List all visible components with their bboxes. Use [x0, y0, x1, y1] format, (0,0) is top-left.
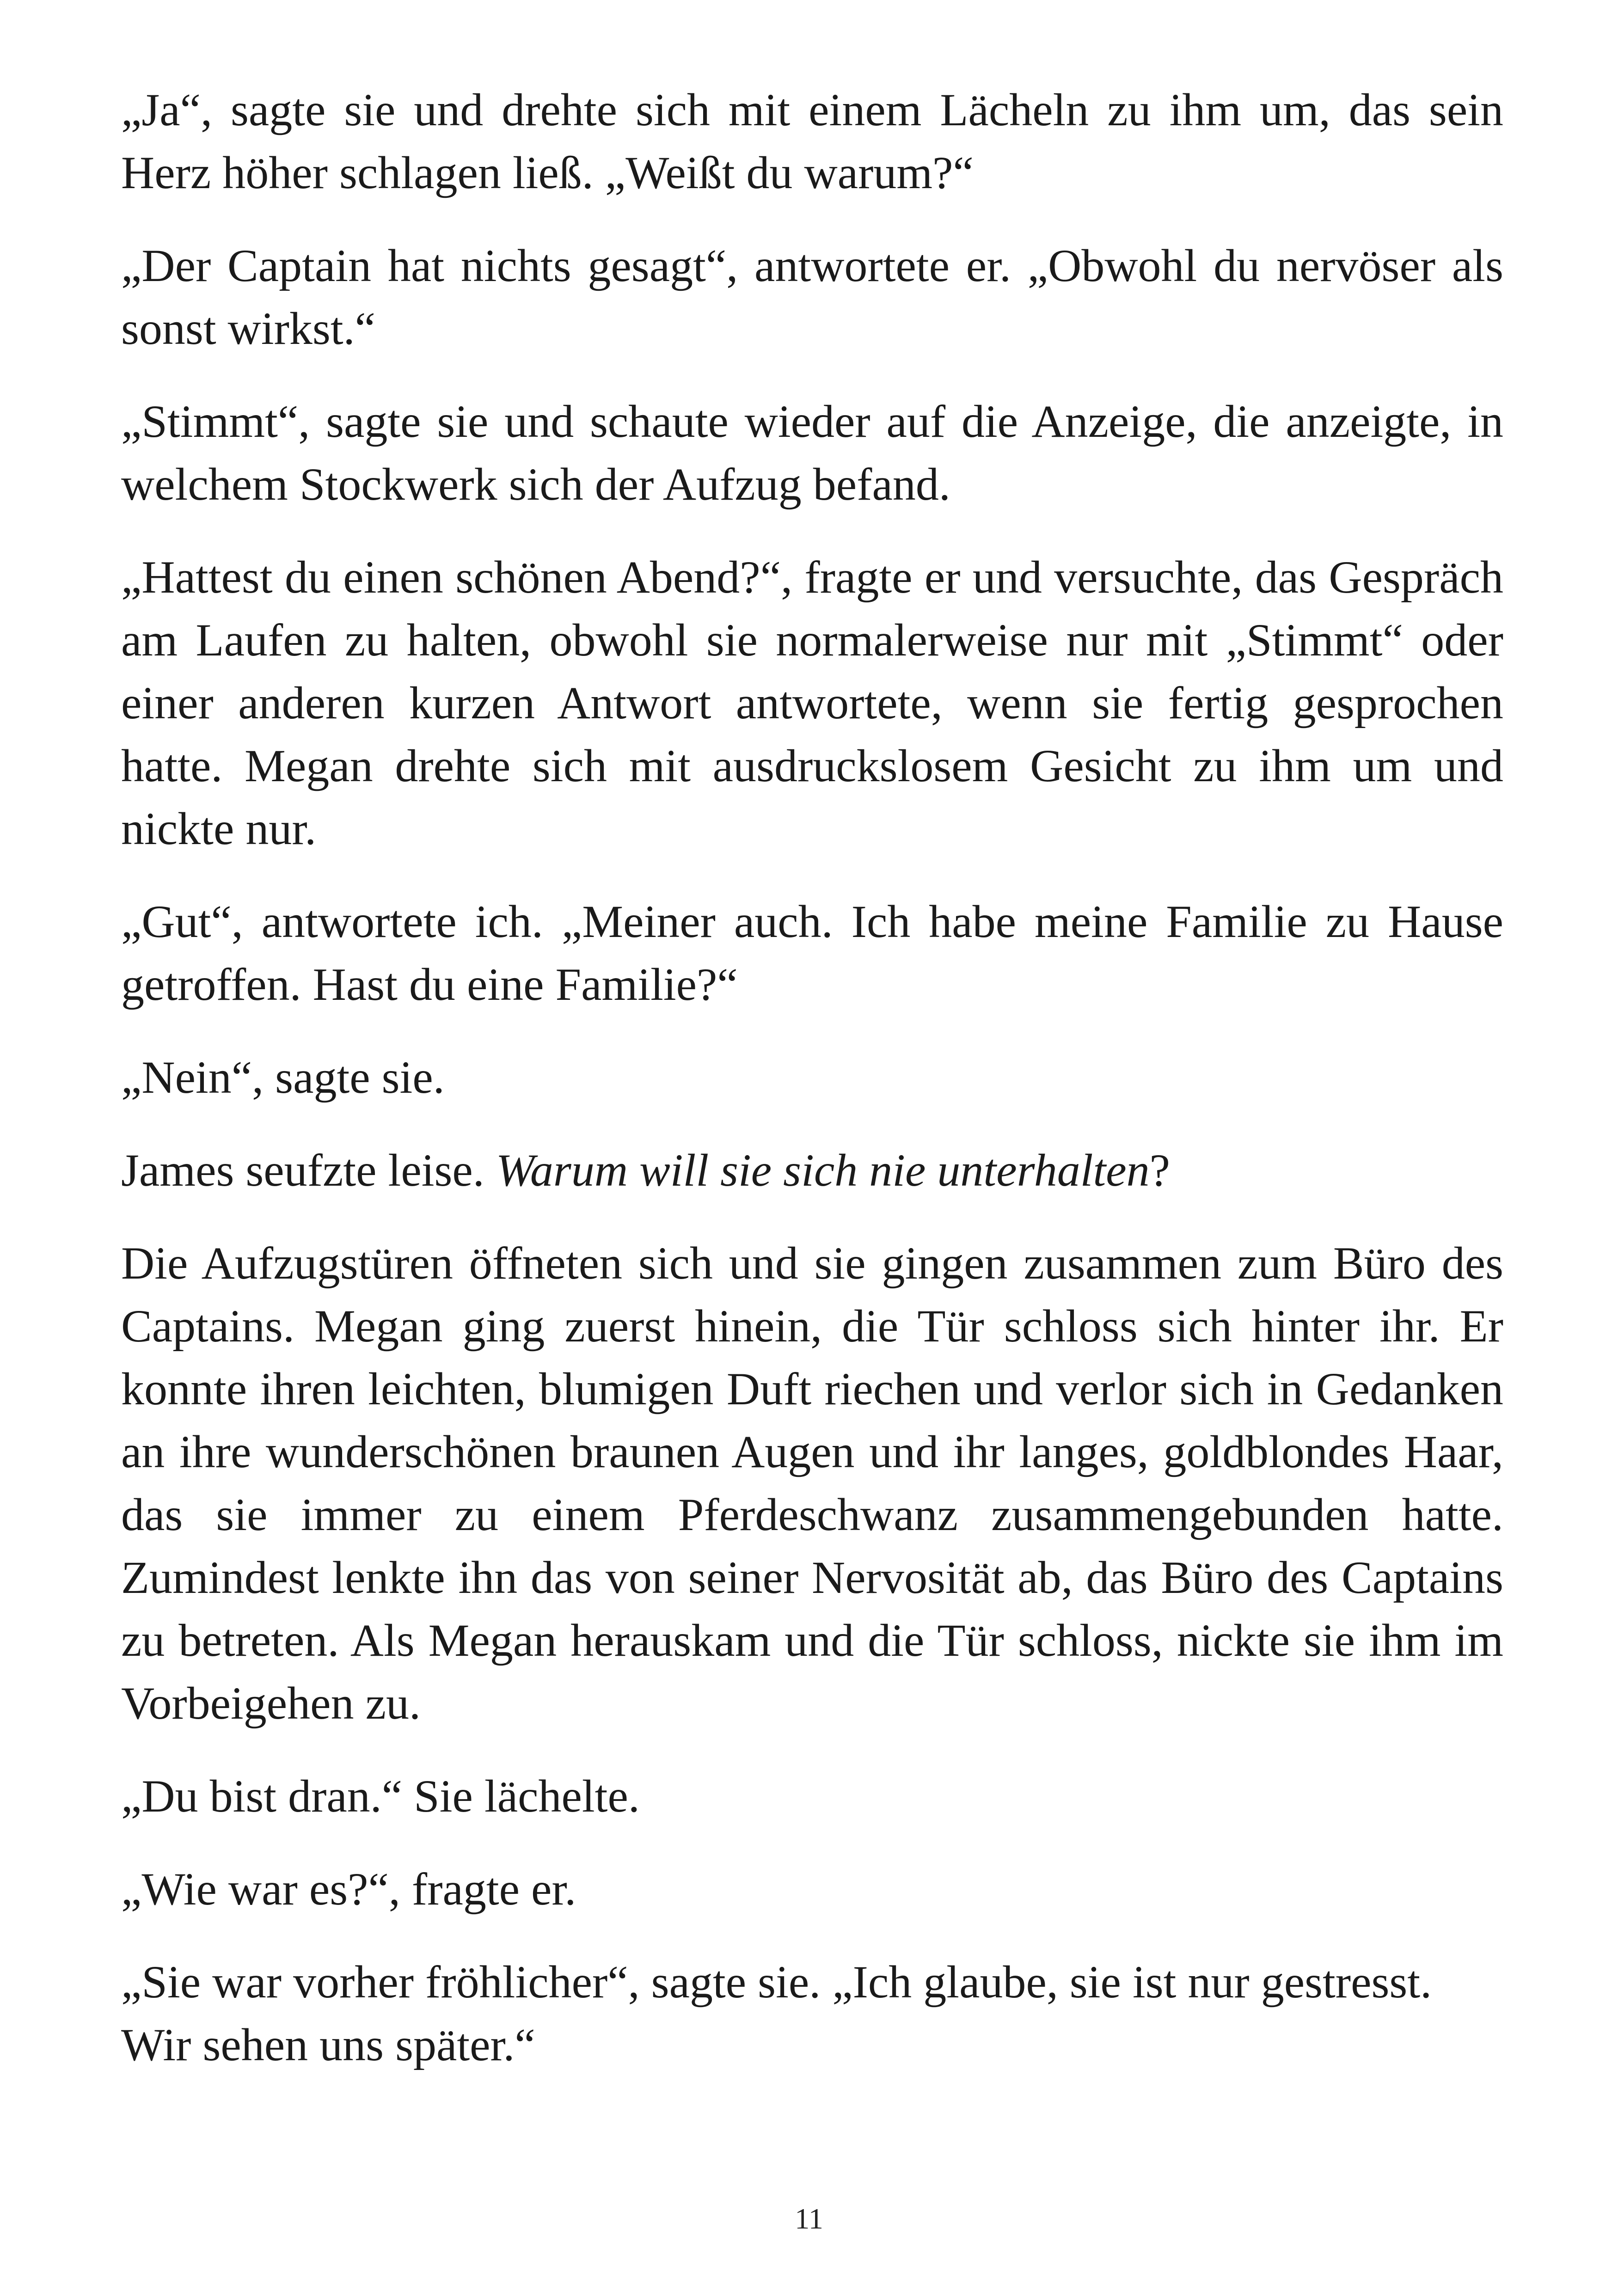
page-number: 11	[795, 2202, 823, 2235]
paragraph-10: „Wie war es?“, fragte er.	[121, 1863, 576, 1915]
paragraph-11: „Sie war vorher fröhlicher“, sagte sie. „Ich glaube, sie ist nur gestresst. Wir sehen uns später.“	[121, 1956, 1432, 2070]
paragraph-1: „Ja“, sagte sie und drehte sich mit einem Lächeln zu ihm um, das sein Herz höher schlagen ließ. „Weißt du warum?“	[121, 84, 1503, 198]
page-body	[121, 79, 1503, 2106]
paragraph-4: „Hattest du einen schönen Abend?“, fragte er und versuchte, das Gespräch am Laufen zu halten, obwohl sie normalerweise nur mit „Stimmt“ oder einer anderen kurzen Antwort antwortete, wenn sie fertig gesprochen hatte. Megan drehte sich mit ausdruckslosem Gesicht zu ihm um und nickte nur.	[121, 551, 1503, 854]
thought-tail: ?	[1149, 1145, 1171, 1196]
thought-italic: Warum will sie sich nie unterhalten	[496, 1145, 1150, 1196]
paragraph-7-thought	[121, 1139, 1503, 1202]
paragraph-5: „Gut“, antwortete ich. „Meiner auch. Ich habe meine Familie zu Hause getroffen. Hast du eine Familie?“	[121, 896, 1503, 1010]
paragraph-3: „Stimmt“, sagte sie und schaute wieder auf die Anzeige, die anzeigte, in welchem Stockwerk sich der Aufzug befand.	[121, 396, 1503, 510]
paragraph-2: „Der Captain hat nichts gesagt“, antwortete er. „Obwohl du nervöser als sonst wirkst.“	[121, 240, 1503, 354]
paragraph-6: „Nein“, sagte sie.	[121, 1052, 445, 1103]
thought-lead: James seufzte leise.	[121, 1145, 496, 1196]
paragraph-8: Die Aufzugstüren öffneten sich und sie gingen zusammen zum Büro des Captains. Megan ging zuerst hinein, die Tür schloss sich hinter ihr. Er konnte ihren leichten, blumigen Duft riechen und verlor sich in Gedanken an ihre wunderschönen braunen Augen und ihr langes, goldblondes Haar, das sie immer zu einem Pferdeschwanz zusammengebunden hatte. Zumindest lenkte ihn das von seiner Nervosität ab, das Büro des Captains zu betreten. Als Megan herauskam und die Tür schloss, nickte sie ihm im Vorbeigehen zu.	[121, 1237, 1503, 1729]
paragraph-9: „Du bist dran.“ Sie lächelte.	[121, 1770, 640, 1822]
